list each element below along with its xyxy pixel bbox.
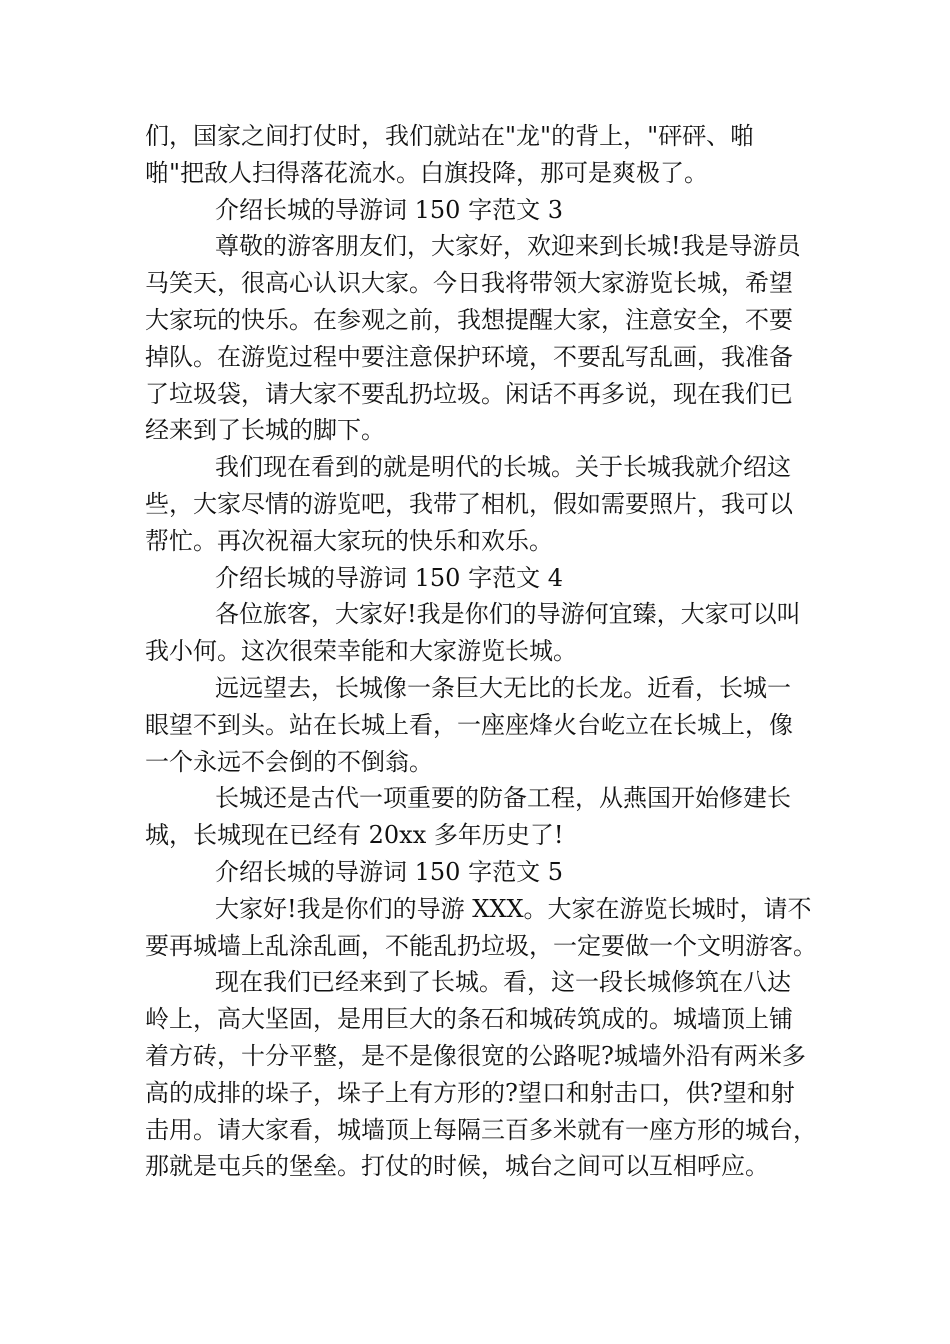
text-line: 击用。请大家看，城墙顶上每隔三百多米就有一座方形的城台， [145, 1115, 817, 1144]
text-line: 大家玩的快乐。在参观之前，我想提醒大家，注意安全，不要 [145, 305, 793, 334]
text-line: 我小何。这次很荣幸能和大家游览长城。 [145, 637, 577, 666]
text-line: 了垃圾袋，请大家不要乱扔垃圾。闲话不再多说，现在我们已 [145, 379, 793, 408]
section-heading: 介绍长城的导游词 150 字范文 3 [215, 195, 563, 224]
paragraph-start: 尊敬的游客朋友们，大家好，欢迎来到长城!我是导游员 [215, 232, 801, 261]
body-text [145, 118, 815, 1185]
text-line: 眼望不到头。站在长城上看，一座座烽火台屹立在长城上，像 [145, 710, 793, 739]
paragraph-start: 远远望去，长城像一条巨大无比的长龙。近看，长城一 [215, 673, 791, 702]
text-line: 岭上，高大坚固，是用巨大的条石和城砖筑成的。城墙顶上铺 [145, 1005, 793, 1034]
paragraph-start: 现在我们已经来到了长城。看，这一段长城修筑在八达 [215, 968, 791, 997]
section-heading: 介绍长城的导游词 150 字范文 5 [215, 857, 563, 886]
text-line: 帮忙。再次祝福大家玩的快乐和欢乐。 [145, 526, 553, 555]
section-heading: 介绍长城的导游词 150 字范文 4 [215, 563, 563, 592]
paragraph-start: 各位旅客，大家好!我是你们的导游何宜臻，大家可以叫 [215, 600, 801, 629]
text-line: 城，长城现在已经有 20xx 多年历史了! [145, 821, 564, 850]
text-line: 些，大家尽情的游览吧，我带了相机，假如需要照片，我可以 [145, 489, 793, 518]
text-line: 那就是屯兵的堡垒。打仗的时候，城台之间可以互相呼应。 [145, 1152, 769, 1181]
text-line: 一个永远不会倒的不倒翁。 [145, 747, 433, 776]
text-line: 要再城墙上乱涂乱画，不能乱扔垃圾，一定要做一个文明游客。 [145, 931, 817, 960]
text-line: 高的成排的垛子，垛子上有方形的?望口和射击口，供?望和射 [145, 1078, 795, 1107]
paragraph-start: 长城还是古代一项重要的防备工程，从燕国开始修建长 [215, 784, 791, 813]
text-line: 马笑天，很高心认识大家。今日我将带领大家游览长城，希望 [145, 269, 793, 298]
paragraph-start: 大家好!我是你们的导游 XXX。大家在游览长城时，请不 [215, 894, 812, 923]
text-line: 着方砖，十分平整，是不是像很宽的公路呢?城墙外沿有两米多 [145, 1041, 806, 1070]
text-line: 们，国家之间打仗时，我们就站在"龙"的背上，"砰砰、啪 [145, 122, 755, 150]
text-line: 掉队。在游览过程中要注意保护环境，不要乱写乱画，我准备 [145, 342, 793, 371]
text-line: 经来到了长城的脚下。 [145, 416, 385, 445]
text-line: 啪"把敌人扫得落花流水。白旗投降，那可是爽极了。 [145, 158, 709, 187]
paragraph-start: 我们现在看到的就是明代的长城。关于长城我就介绍这 [215, 453, 791, 482]
